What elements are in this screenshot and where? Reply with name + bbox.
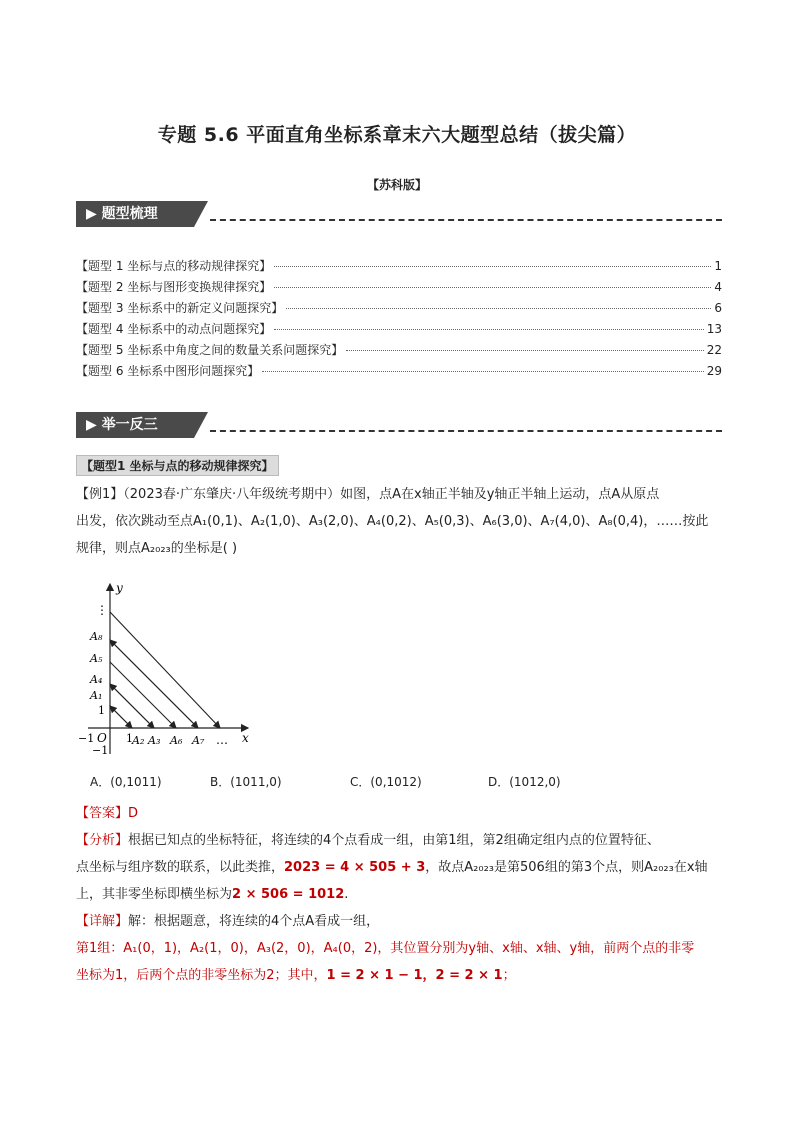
toc-page: 29 <box>706 364 722 378</box>
play-icon: ▶ <box>86 417 102 433</box>
path-segment <box>110 684 154 728</box>
equation: 1 = 2 × 1 − 1，2 = 2 × 1 <box>326 968 503 983</box>
table-of-contents <box>76 257 722 383</box>
toc-label: 【题型 2 坐标与图形变换规律探究】 <box>76 280 272 294</box>
vertical-ellipsis: ⋮ <box>96 603 108 617</box>
tick-label: A₆ <box>170 734 183 747</box>
section-title: 举一反三 <box>101 417 158 433</box>
tick-label: −1 <box>78 732 95 745</box>
tick-label: A₈ <box>90 630 103 643</box>
example-line: 【例1】（2023春·广东肇庆·八年级统考期中）如图，点A在x轴正半轴及y轴正半轴上运动，点A从原点 <box>76 487 660 502</box>
equation: 2023 = 4 × 505 + 3 <box>284 860 426 875</box>
detail-text: 坐标为1，后两个点的非零坐标为2；其中， <box>76 968 327 983</box>
path-segment <box>110 640 198 728</box>
section-tag <box>76 201 194 227</box>
detail-line: 第1组：A₁(0，1)，A₂(1，0)，A₃(2，0)，A₄(0，2)，其位置分别为y轴、x轴、x轴、y轴，前两个点的非零 <box>76 941 695 956</box>
detail-text: 解：根据题意，将连续的4个点A看成一组， <box>128 914 380 929</box>
detail-text: ； <box>502 968 516 983</box>
tick-label: A₃ <box>148 734 161 747</box>
tick-label: A₄ <box>90 673 103 686</box>
detail-line <box>76 908 724 935</box>
section-title: 题型梳理 <box>101 206 158 222</box>
edition-label: 【苏科版】 <box>366 178 427 192</box>
answer-value: D <box>128 806 139 821</box>
answer-label: 【答案】 <box>76 806 129 821</box>
toc-item[interactable] <box>76 362 722 383</box>
tick-label: 1 <box>98 704 105 717</box>
tick-label: A₅ <box>90 652 103 665</box>
toc-label: 【题型 6 坐标系中图形问题探究】 <box>76 364 260 378</box>
page-title: 专题 5.6 平面直角坐标系章末六大题型总结（拔尖篇） <box>157 124 637 146</box>
detail-label: 【详解】 <box>76 914 129 929</box>
banner-tail <box>194 201 208 227</box>
horizontal-ellipsis: … <box>216 733 228 747</box>
analysis-text: 根据已知点的坐标特征，将连续的4个点看成一组，由第1组，第2组确定组内点的位置特征、 <box>128 833 660 848</box>
y-axis-label: y <box>116 581 123 595</box>
toc-label: 【题型 4 坐标系中的动点问题探究】 <box>76 322 272 336</box>
option-d[interactable]: D．(1012,0) <box>488 775 561 789</box>
question-type-heading: 【题型1 坐标与点的移动规律探究】 <box>76 455 279 476</box>
toc-item[interactable] <box>76 299 722 320</box>
play-icon: ▶ <box>86 206 102 222</box>
banner-tail <box>194 412 208 438</box>
toc-label: 【题型 3 坐标系中的新定义问题探究】 <box>76 301 284 315</box>
toc-item[interactable] <box>76 341 722 362</box>
toc-leader <box>274 329 703 330</box>
toc-leader <box>274 266 711 267</box>
banner-dash-line <box>210 430 722 432</box>
example-line: 出发，依次跳动至点A₁(0,1)、A₂(1,0)、A₃(2,0)、A₄(0,2)、A₅(0,3)、A₆(3,0)、A₇(4,0)、A₈(0,4)，……按此 <box>76 514 709 529</box>
solution <box>76 800 724 989</box>
toc-label: 【题型 5 坐标系中角度之间的数量关系问题探究】 <box>76 343 344 357</box>
toc-leader <box>274 287 711 288</box>
option-a[interactable]: A．(0,1011) <box>90 775 162 789</box>
tick-label: A₂ <box>132 734 145 747</box>
toc-page: 22 <box>706 343 722 357</box>
toc-leader <box>346 350 703 351</box>
option-c[interactable]: C．(0,1012) <box>350 775 422 789</box>
example-question <box>76 481 724 562</box>
toc-page: 13 <box>706 322 722 336</box>
section-tag <box>76 412 194 438</box>
toc-leader <box>262 371 703 372</box>
option-b[interactable]: B．(1011,0) <box>210 775 282 789</box>
equation: 2 × 506 = 1012 <box>232 887 345 902</box>
analysis-text: 点坐标与组序数的联系，以此类推， <box>76 860 285 875</box>
tick-label: 1 <box>126 732 133 745</box>
toc-label: 【题型 1 坐标与点的移动规律探究】 <box>76 259 272 273</box>
analysis-line <box>76 881 724 908</box>
example-line: 规律，则点A₂₀₂₃的坐标是( ) <box>76 541 238 556</box>
tick-label: −1 <box>92 744 109 757</box>
path-segment <box>110 612 220 728</box>
toc-item[interactable] <box>76 320 722 341</box>
toc-item[interactable] <box>76 278 722 299</box>
banner-dash-line <box>210 219 722 221</box>
origin-label: O <box>97 731 107 745</box>
tick-label: A₁ <box>90 689 103 702</box>
section-banner-overview <box>76 201 722 227</box>
toc-item[interactable] <box>76 257 722 278</box>
answer-line <box>76 800 724 827</box>
section-banner-practice <box>76 412 722 438</box>
analysis-label: 【分析】 <box>76 833 129 848</box>
detail-line <box>76 962 724 989</box>
tick-label: A₇ <box>192 734 205 747</box>
analysis-line <box>76 854 724 881</box>
analysis-line <box>76 827 724 854</box>
x-axis-label: x <box>242 731 249 745</box>
path-segment <box>110 706 132 728</box>
toc-page: 1 <box>714 259 722 273</box>
analysis-text: ，故点A₂₀₂₃是第506组的第3个点，则A₂₀₂₃在x轴 <box>425 860 708 875</box>
toc-page: 6 <box>714 301 722 315</box>
toc-page: 4 <box>714 280 722 294</box>
analysis-text: 上，其非零坐标即横坐标为 <box>76 887 233 902</box>
toc-leader <box>286 308 711 309</box>
analysis-text: . <box>344 887 349 902</box>
coordinate-figure <box>78 576 262 758</box>
